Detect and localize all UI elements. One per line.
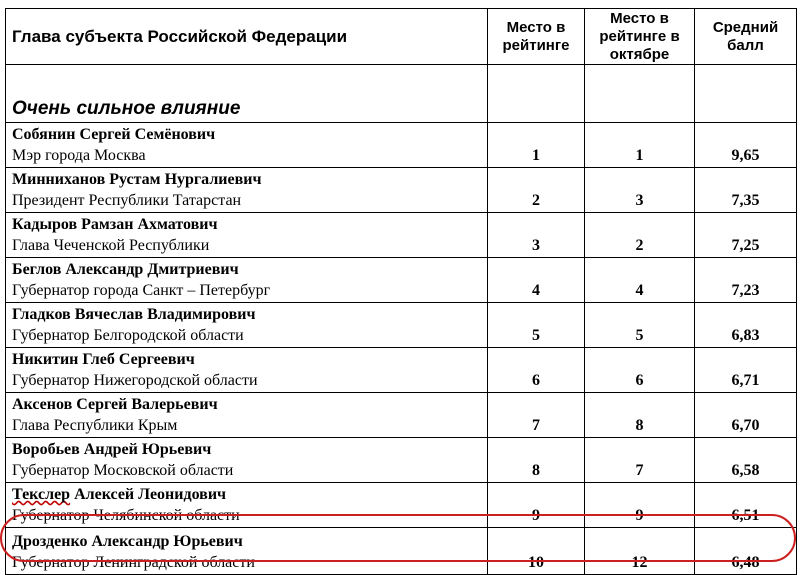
rank-cell: 5 [488,303,585,348]
table-row [6,258,797,303]
header-row [6,9,797,65]
person-position: Губернатор города Санкт – Петербург [12,282,271,299]
header-rank [488,9,585,65]
table-row-highlighted [6,528,797,575]
person-position: Глава Республики Крым [12,417,178,434]
table-row [6,168,797,213]
october-rank-cell: 3 [585,168,695,213]
rank-cell: 9 [488,483,585,528]
category-row [6,65,797,123]
score-cell: 6,48 [695,528,797,575]
header-score-line2: балл [727,36,764,54]
header-score [695,9,797,65]
rank-cell: 8 [488,438,585,483]
score-cell: 6,58 [695,438,797,483]
person-cell [6,393,488,438]
rank-cell: 4 [488,258,585,303]
rank-cell: 1 [488,123,585,168]
header-october [585,9,695,65]
score-cell: 7,25 [695,213,797,258]
score-cell: 7,35 [695,168,797,213]
person-cell [6,483,488,528]
header-rank-line1: Место в [506,18,566,36]
table-row [6,483,797,528]
rank-cell: 3 [488,213,585,258]
category-title: Очень сильное влияние [6,65,488,123]
person-name: Кадыров Рамзан Ахматович [12,216,218,233]
category-empty-cell [488,65,585,123]
table-row [6,348,797,393]
rating-document [5,8,796,571]
person-name-rest: Алексей Леонидович [70,486,227,503]
person-name: Гладков Вячеслав Владимирович [12,306,256,323]
person-cell [6,303,488,348]
person-name [12,484,487,505]
person-cell [6,168,488,213]
rank-cell: 7 [488,393,585,438]
category-empty-cell [695,65,797,123]
person-name: Минниханов Рустам Нургалиевич [12,171,262,188]
score-cell: 7,23 [695,258,797,303]
person-name: Воробьев Андрей Юрьевич [12,441,212,458]
spellcheck-underlined-word: Текслер [12,486,71,503]
person-cell [6,528,488,575]
person-position: Губернатор Московской области [12,462,234,479]
header-october-line3: октябре [609,45,670,63]
person-position: Губернатор Ленинградской области [12,554,255,571]
table-row [6,213,797,258]
person-position: Губернатор Челябинской области [12,507,240,524]
person-cell [6,348,488,393]
person-name: Беглов Александр Дмитриевич [12,261,239,278]
october-rank-cell: 8 [585,393,695,438]
header-rank-line2: рейтинге [502,36,570,54]
person-cell [6,123,488,168]
table-row [6,123,797,168]
table-row [6,438,797,483]
header-name: Глава субъекта Российской Федерации [6,9,488,65]
person-name: Аксенов Сергей Валерьевич [12,396,218,413]
category-empty-cell [585,65,695,123]
october-rank-cell: 2 [585,213,695,258]
header-october-line1: Место в [610,9,669,27]
person-position: Президент Республики Татарстан [12,192,242,209]
october-rank-cell: 4 [585,258,695,303]
person-name: Дрозденко Александр Юрьевич [12,533,243,550]
person-cell [6,258,488,303]
rank-cell: 6 [488,348,585,393]
table-row [6,303,797,348]
person-name: Никитин Глеб Сергеевич [12,351,195,368]
october-rank-cell: 6 [585,348,695,393]
october-rank-cell: 12 [585,528,695,575]
score-cell: 6,83 [695,303,797,348]
october-rank-cell: 9 [585,483,695,528]
person-cell [6,438,488,483]
score-cell: 6,51 [695,483,797,528]
october-rank-cell: 1 [585,123,695,168]
score-cell: 9,65 [695,123,797,168]
october-rank-cell: 7 [585,438,695,483]
rating-table [5,8,797,575]
score-cell: 6,70 [695,393,797,438]
score-cell: 6,71 [695,348,797,393]
person-position: Губернатор Нижегородской области [12,372,258,389]
october-rank-cell: 5 [585,303,695,348]
person-cell [6,213,488,258]
rank-cell: 2 [488,168,585,213]
header-score-line1: Средний [712,18,779,36]
person-position: Губернатор Белгородской области [12,327,244,344]
header-october-line2: рейтинге в [599,27,680,45]
table-row [6,393,797,438]
person-position: Мэр города Москва [12,147,146,164]
rank-cell: 10 [488,528,585,575]
person-position: Глава Чеченской Республики [12,237,210,254]
person-name: Собянин Сергей Семёнович [12,126,216,143]
